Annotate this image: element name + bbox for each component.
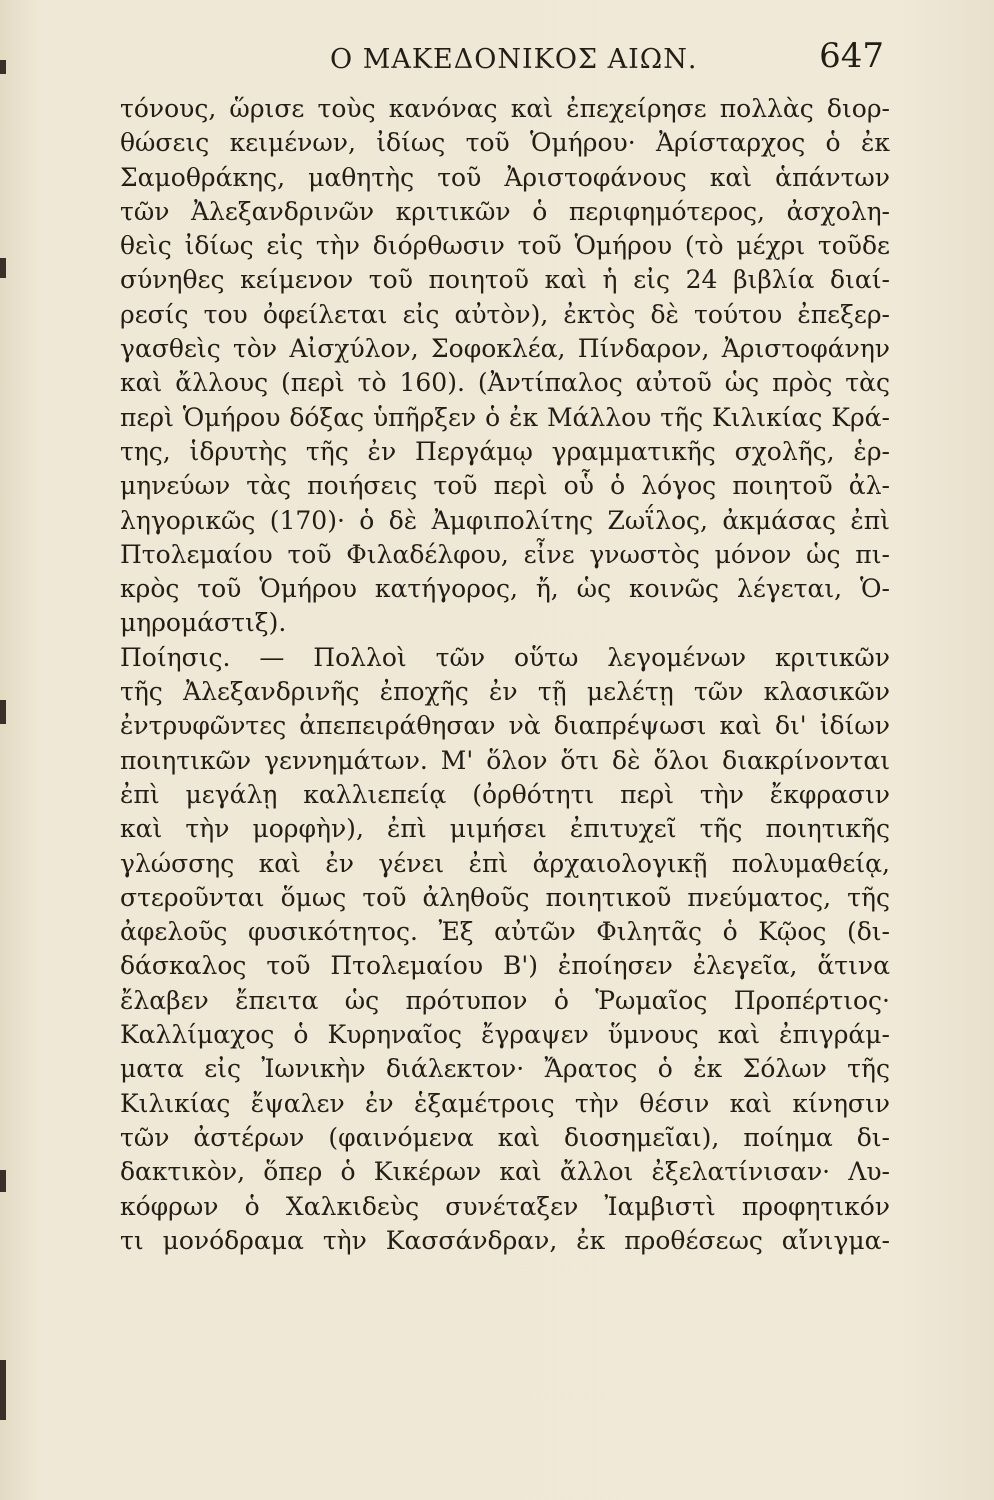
text-line: Σαμοθράκης, μαθητὴς τοῦ Ἀριστοφάνους καὶ ἁπάντων	[120, 162, 890, 192]
binding-edge-mark	[0, 1170, 6, 1192]
text-line: ἐπὶ μεγάλῃ καλλιεπείᾳ (ὀρθότητι περὶ τὴν ἔκφρασιν	[120, 779, 890, 809]
binding-edge-mark	[0, 60, 6, 74]
text-line: τῶν Ἀλεξανδρινῶν κριτικῶν ὁ περιφημότερος, ἀσχολη-	[120, 196, 890, 226]
text-line: κόφρων ὁ Χαλκιδεὺς συνέταξεν Ἰαμβιστὶ προφητικόν	[120, 1191, 890, 1221]
text-line: Καλλίμαχος ὁ Κυρηναῖος ἔγραψεν ὕμνους καὶ ἐπιγράμ-	[120, 1020, 890, 1050]
running-title: Ο ΜΑΚΕΔΟΝΙΚΟΣ ΑΙΩΝ.	[330, 44, 698, 75]
page-header	[120, 36, 884, 82]
text-line: τόνους, ὥρισε τοὺς κανόνας καὶ ἐπεχείρησε πολλὰς διορ-	[120, 94, 890, 123]
text-line: γλώσσης καὶ ἐν γένει ἐπὶ ἀρχαιολογικῇ πολυμαθείᾳ,	[120, 848, 890, 878]
text-line: δάσκαλος τοῦ Πτολεμαίου Β') ἐποίησεν ἐλεγεῖα, ἅτινα	[120, 951, 890, 981]
binding-edge-mark	[0, 700, 6, 724]
text-line: μηρομάστιξ).	[120, 608, 287, 638]
text-line: Κιλικίας ἔψαλεν ἐν ἑξαμέτροις τὴν θέσιν καὶ κίνησιν	[120, 1088, 890, 1118]
text-line: θώσεις κειμένων, ἰδίως τοῦ Ὁμήρου· Ἀρίσταρχος ὁ ἐκ	[120, 128, 890, 158]
text-line: Πτολεμαίου τοῦ Φιλαδέλφου, εἶνε γνωστὸς μόνον ὡς πι-	[120, 539, 890, 569]
text-line: στεροῦνται ὅμως τοῦ ἀληθοῦς ποιητικοῦ πνεύματος, τῆς	[120, 882, 890, 912]
text-line: ἐντρυφῶντες ἀπεπειράθησαν νὰ διαπρέψωσι καὶ δι' ἰδίων	[120, 711, 890, 741]
text-line: σύνηθες κείμενον τοῦ ποιητοῦ καὶ ἡ εἰς 24 βιβλία διαί-	[120, 265, 890, 295]
text-line: ματα εἰς Ἰωνικὴν διάλεκτον· Ἄρατος ὁ ἐκ Σόλων τῆς	[120, 1054, 890, 1084]
text-line: τι μονόδραμα τὴν Κασσάνδραν, ἐκ προθέσεως αἴνιγμα-	[120, 1225, 890, 1255]
text-line: καὶ τὴν μορφὴν), ἐπὶ μιμήσει ἐπιτυχεῖ τῆς ποιητικῆς	[120, 814, 890, 844]
text-line: περὶ Ὁμήρου δόξας ὑπῆρξεν ὁ ἐκ Μάλλου τῆς Κιλικίας Κρά-	[120, 402, 890, 432]
body-text	[120, 92, 890, 1258]
text-line: κρὸς τοῦ Ὁμήρου κατήγορος, ἤ, ὡς κοινῶς λέγεται, Ὁ-	[120, 574, 890, 604]
section-heading-line: Ποίησις. — Πολλοὶ τῶν οὕτω λεγομένων κριτικῶν	[120, 642, 890, 672]
text-line: μηνεύων τὰς ποιήσεις τοῦ περὶ οὗ ὁ λόγος ποιητοῦ ἀλ-	[120, 471, 890, 501]
binding-edge-mark	[0, 1360, 6, 1420]
text-line: ρεσίς του ὀφείλεται εἰς αὐτὸν), ἐκτὸς δὲ τούτου ἐπεξερ-	[120, 299, 890, 329]
text-line: ἔλαβεν ἔπειτα ὡς πρότυπον ὁ Ῥωμαῖος Προπέρτιος·	[120, 985, 890, 1015]
text-line: τῶν ἀστέρων (φαινόμενα καὶ διοσημεῖαι), ποίημα δι-	[120, 1122, 890, 1152]
text-line: γασθεὶς τὸν Αἰσχύλον, Σοφοκλέα, Πίνδαρον, Ἀριστοφάνην	[120, 334, 890, 364]
text-line: δακτικὸν, ὅπερ ὁ Κικέρων καὶ ἄλλοι ἐξελατίνισαν· Λυ-	[120, 1157, 890, 1187]
text-line: της, ἱδρυτὴς τῆς ἐν Περγάμῳ γραμματικῆς σχολῆς, ἑρ-	[120, 436, 890, 466]
text-line: τῆς Ἀλεξανδρινῆς ἐποχῆς ἐν τῇ μελέτῃ τῶν κλασικῶν	[120, 677, 890, 707]
text-line: ἀφελοῦς φυσικότητος. Ἐξ αὐτῶν Φιλητᾶς ὁ Κῷος (δι-	[120, 917, 890, 947]
binding-edge-mark	[0, 258, 6, 278]
text-line: θεὶς ἰδίως εἰς τὴν διόρθωσιν τοῦ Ὁμήρου (τὸ μέχρι τοῦδε	[120, 231, 890, 261]
text-line: καὶ ἄλλους (περὶ τὸ 160). (Ἀντίπαλος αὐτοῦ ὡς πρὸς τὰς	[120, 368, 890, 398]
text-line: ποιητικῶν γεννημάτων. Μ' ὅλον ὅτι δὲ ὅλοι διακρίνονται	[120, 745, 890, 775]
page-number: 647	[819, 36, 884, 76]
text-line: ληγορικῶς (170)· ὁ δὲ Ἀμφιπολίτης Ζωΐλος, ἀκμάσας ἐπὶ	[120, 505, 890, 535]
